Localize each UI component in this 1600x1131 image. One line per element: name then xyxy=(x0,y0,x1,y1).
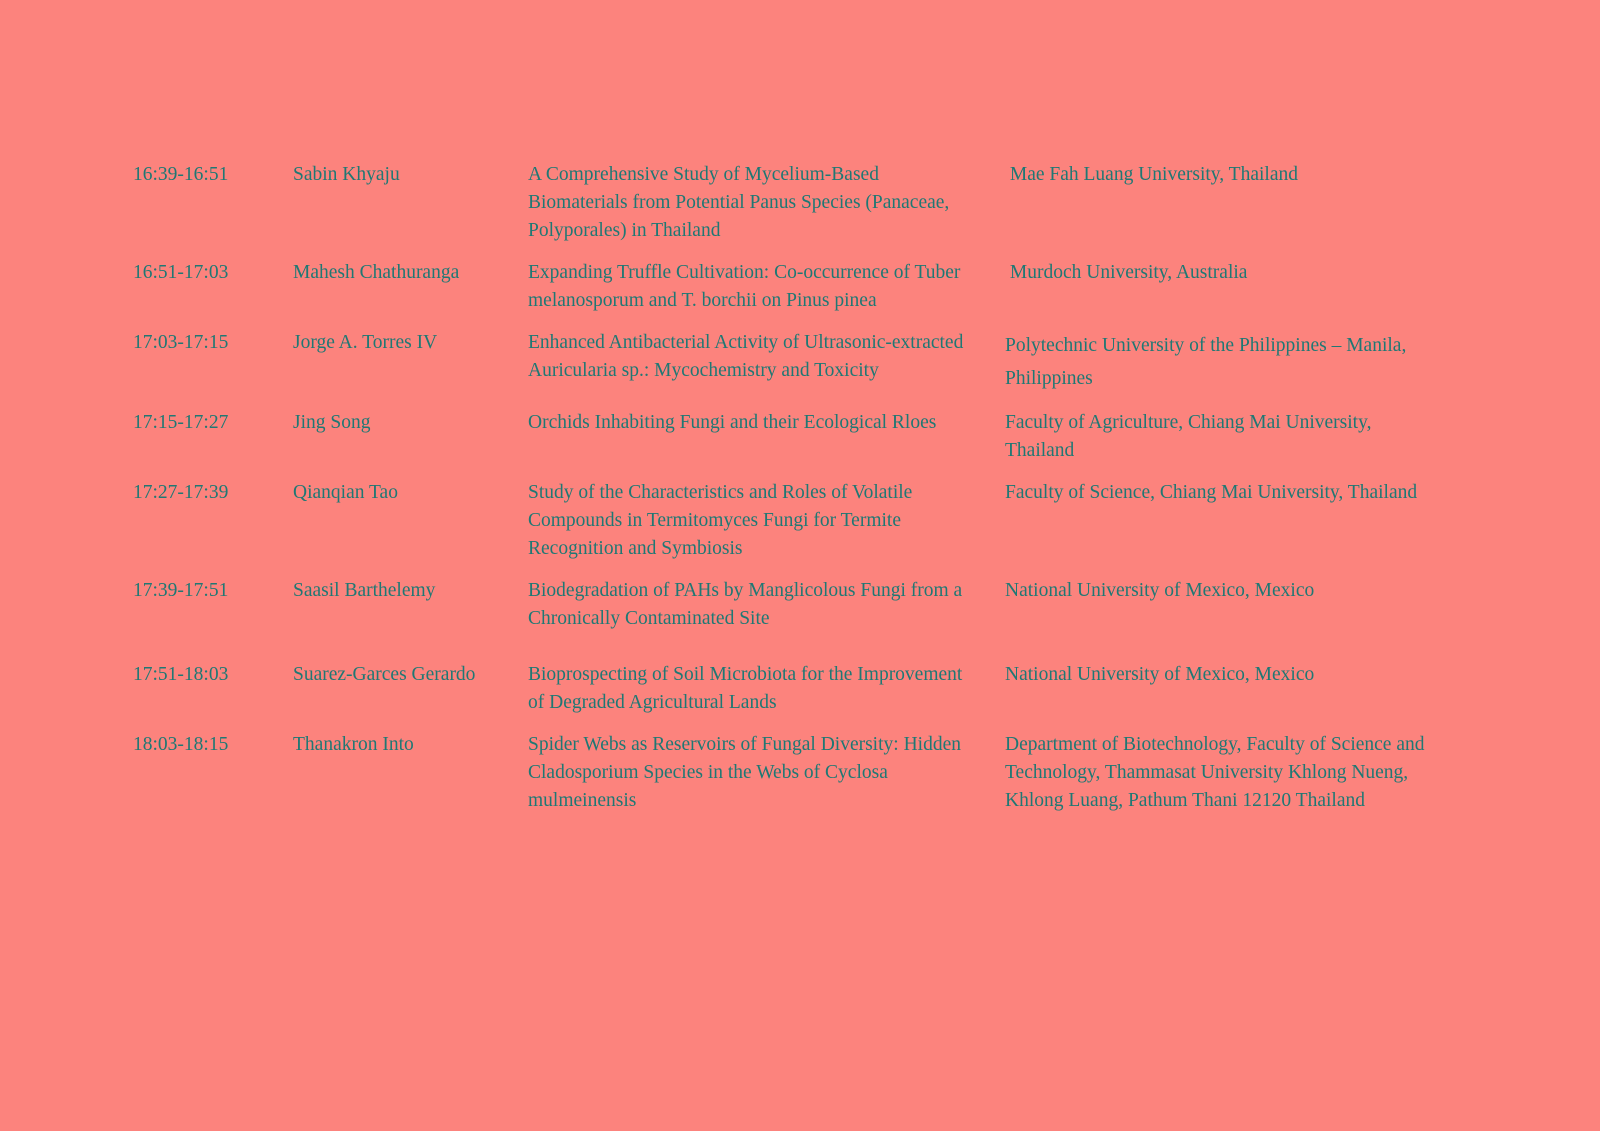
session-time: 17:15-17:27 xyxy=(133,412,229,433)
speaker-affiliation: Faculty of Agriculture, Chiang Mai University, Thailand xyxy=(1005,412,1376,461)
speaker-affiliation: National University of Mexico, Mexico xyxy=(1005,580,1315,601)
session-row xyxy=(133,259,1600,315)
speaker-name: Mahesh Chathuranga xyxy=(293,262,460,283)
speaker-affiliation: Polytechnic University of the Philippines – Manila, Philippines xyxy=(1005,335,1412,389)
session-row xyxy=(133,409,1600,465)
session-time: 17:39-17:51 xyxy=(133,580,229,601)
talk-title: Spider Webs as Reservoirs of Fungal Diversity: Hidden Cladosporium Species in the Webs of Cyclosa mulmeinensis xyxy=(528,734,966,811)
speaker-affiliation: Faculty of Science, Chiang Mai University, Thailand xyxy=(1005,482,1418,503)
session-row xyxy=(133,577,1600,633)
session-time: 17:51-18:03 xyxy=(133,664,229,685)
session-row xyxy=(133,161,1600,245)
session-time: 17:27-17:39 xyxy=(133,482,229,503)
speaker-name: Jing Song xyxy=(293,412,371,433)
speaker-name: Thanakron Into xyxy=(293,734,414,755)
session-time: 18:03-18:15 xyxy=(133,734,229,755)
speaker-affiliation: National University of Mexico, Mexico xyxy=(1005,664,1315,685)
speaker-affiliation: Murdoch University, Australia xyxy=(1005,262,1248,283)
session-time: 17:03-17:15 xyxy=(133,332,229,353)
speaker-name: Qianqian Tao xyxy=(293,482,398,503)
speaker-name: Saasil Barthelemy xyxy=(293,580,436,601)
talk-title: A Comprehensive Study of Mycelium-Based Biomaterials from Potential Panus Species (Panaceae, Polyporales) in Thailand xyxy=(528,164,955,241)
talk-title: Expanding Truffle Cultivation: Co-occurrence of Tuber melanosporum and T. borchii on Pinus pinea xyxy=(528,262,966,311)
talk-title: Orchids Inhabiting Fungi and their Ecological Rloes xyxy=(528,412,937,433)
speaker-affiliation: Mae Fah Luang University, Thailand xyxy=(1005,164,1298,185)
session-time: 16:39-16:51 xyxy=(133,164,229,185)
session-row xyxy=(133,479,1600,563)
speaker-affiliation: Department of Biotechnology, Faculty of Science and Technology, Thammasat University Khlong Nueng, Khlong Luang, Pathum Thani 12120 Thailand xyxy=(1005,734,1430,811)
speaker-name: Sabin Khyaju xyxy=(293,164,400,185)
talk-title: Enhanced Antibacterial Activity of Ultrasonic-extracted Auricularia sp.: Mycochemistry and Toxicity xyxy=(528,332,968,381)
session-row xyxy=(133,731,1600,815)
talk-title: Bioprospecting of Soil Microbiota for the Improvement of Degraded Agricultural Lands xyxy=(528,664,968,713)
session-time: 16:51-17:03 xyxy=(133,262,229,283)
talk-title: Study of the Characteristics and Roles of Volatile Compounds in Termitomyces Fungi for Termite Recognition and Symbiosis xyxy=(528,482,918,559)
session-row xyxy=(133,661,1600,717)
speaker-name: Jorge A. Torres IV xyxy=(293,332,438,353)
talk-title: Biodegradation of PAHs by Manglicolous Fungi from a Chronically Contaminated Site xyxy=(528,580,968,629)
speaker-name: Suarez-Garces Gerardo xyxy=(293,664,476,685)
session-row xyxy=(133,329,1600,395)
